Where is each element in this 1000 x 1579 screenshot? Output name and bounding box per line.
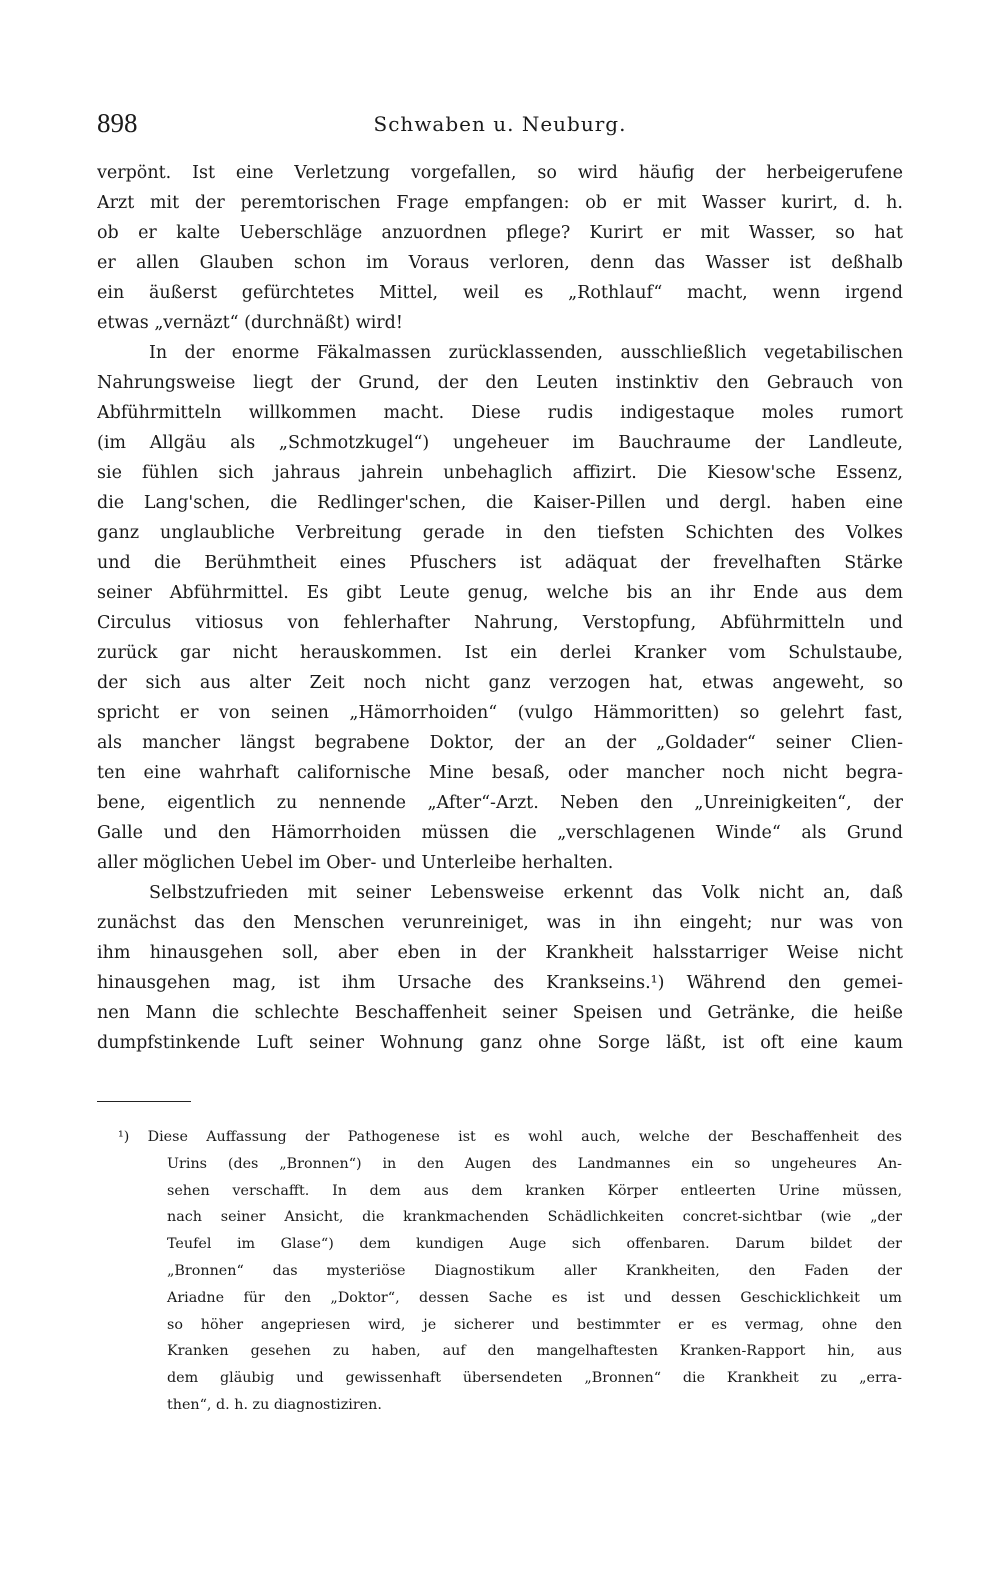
footnote-divider: [97, 1101, 191, 1102]
footnote-line: so höher angepriesen wird, je sicherer und bestimmter er es vermag, ohne den: [167, 1316, 902, 1333]
text-line: der sich aus alter Zeit noch nicht ganz verzogen hat, etwas angeweht, so: [97, 673, 903, 693]
text-line: verpönt. Ist eine Verletzung vorgefallen, so wird häufig der herbeigerufene: [97, 163, 903, 183]
text-line: dumpfstinkende Luft seiner Wohnung ganz ohne Sorge läßt, ist oft eine kaum: [97, 1033, 903, 1053]
footnote-line: „Bronnen“ das mysteriöse Diagnostikum aller Krankheiten, den Faden der: [167, 1262, 902, 1279]
text-line: ihm hinausgehen soll, aber eben in der Krankheit halsstarriger Weise nicht: [97, 943, 903, 963]
text-line: Galle und den Hämorrhoiden müssen die „verschlagenen Winde“ als Grund: [97, 823, 903, 843]
text-line: und die Berühmtheit eines Pfuschers ist adäquat der frevelhaften Stärke: [97, 553, 903, 573]
text-line: als mancher längst begrabene Doktor, der an der „Goldader“ seiner Clien-: [97, 733, 903, 753]
text-line: hinausgehen mag, ist ihm Ursache des Krankseins.¹) Während den gemei-: [97, 973, 903, 993]
text-line: Abführmitteln willkommen macht. Diese rudis indigestaque moles rumort: [97, 403, 903, 423]
text-line: er allen Glauben schon im Voraus verloren, denn das Wasser ist deßhalb: [97, 253, 903, 273]
text-line: Circulus vitiosus von fehlerhafter Nahrung, Verstopfung, Abführmitteln und: [97, 613, 903, 633]
footnote-line: sehen verschafft. In dem aus dem kranken Körper entleerten Urine müssen,: [167, 1182, 902, 1199]
text-line: zurück gar nicht herauskommen. Ist ein derlei Kranker vom Schulstaube,: [97, 643, 903, 663]
text-line: nen Mann die schlechte Beschaffenheit seiner Speisen und Getränke, die heiße: [97, 1003, 903, 1023]
text-line: ob er kalte Ueberschläge anzuordnen pflege? Kurirt er mit Wasser, so hat: [97, 223, 903, 243]
text-line: ein äußerst gefürchtetes Mittel, weil es „Rothlauf“ macht, wenn irgend: [97, 283, 903, 303]
text-line: die Lang'schen, die Redlinger'schen, die Kaiser-Pillen und dergl. haben eine: [97, 493, 903, 513]
text-line: bene, eigentlich zu nennende „After“-Arzt. Neben den „Unreinigkeiten“, der: [97, 793, 903, 813]
page-header: [97, 108, 903, 148]
footnote-line: nach seiner Ansicht, die krankmachenden Schädlichkeiten concret-sichtbar (wie „der: [167, 1209, 902, 1226]
running-head: Schwaben u. Neuburg.: [373, 112, 627, 136]
footnote: [118, 1124, 902, 1419]
text-line: seiner Abführmittel. Es gibt Leute genug, welche bis an ihr Ende aus dem: [97, 583, 903, 603]
text-line: ten eine wahrhaft californische Mine besaß, oder mancher noch nicht begra-: [97, 763, 903, 783]
text-line: Nahrungsweise liegt der Grund, der den Leuten instinktiv den Gebrauch von: [97, 373, 903, 393]
text-line: spricht er von seinen „Hämorrhoiden“ (vulgo Hämmoritten) so gelehrt fast,: [97, 703, 903, 723]
main-text: [97, 158, 903, 1058]
text-line: Arzt mit der peremtorischen Frage empfangen: ob er mit Wasser kurirt, d. h.: [97, 193, 903, 213]
footnote-line: then“, d. h. zu diagnostiziren.: [167, 1396, 382, 1413]
footnote-line: Ariadne für den „Doktor“, dessen Sache es ist und dessen Geschicklichkeit um: [167, 1289, 902, 1306]
text-line: Selbstzufrieden mit seiner Lebensweise erkennt das Volk nicht an, daß: [149, 883, 903, 903]
text-line: ganz unglaubliche Verbreitung gerade in den tiefsten Schichten des Volkes: [97, 523, 903, 543]
text-line: (im Allgäu als „Schmotzkugel“) ungeheuer im Bauchraume der Landleute,: [97, 433, 903, 453]
footnote-line: Urins (des „Bronnen“) in den Augen des Landmannes ein so ungeheures An-: [167, 1155, 902, 1172]
text-line: aller möglichen Uebel im Ober- und Unterleibe herhalten.: [97, 853, 614, 873]
text-line: zunächst das den Menschen verunreiniget, was in ihn eingeht; nur was von: [97, 913, 903, 933]
footnote-line: ¹) Diese Auffassung der Pathogenese ist es wohl auch, welche der Beschaffenheit des: [118, 1129, 902, 1145]
footnote-line: Kranken gesehen zu haben, auf den mangelhaftesten Kranken-Rapport hin, aus: [167, 1343, 902, 1360]
text-line: sie fühlen sich jahraus jahrein unbehaglich affizirt. Die Kiesow'sche Essenz,: [97, 463, 903, 483]
footnote-line: Teufel im Glase“) dem kundigen Auge sich offenbaren. Darum bildet der: [167, 1236, 902, 1253]
text-line: In der enorme Fäkalmassen zurücklassenden, ausschließlich vegetabilischen: [149, 343, 903, 363]
text-line: etwas „vernäzt“ (durchnäßt) wird!: [97, 313, 403, 333]
footnote-line: dem gläubig und gewissenhaft übersendeten „Bronnen“ die Krankheit zu „erra-: [167, 1370, 902, 1387]
page-number: 898: [97, 108, 138, 138]
